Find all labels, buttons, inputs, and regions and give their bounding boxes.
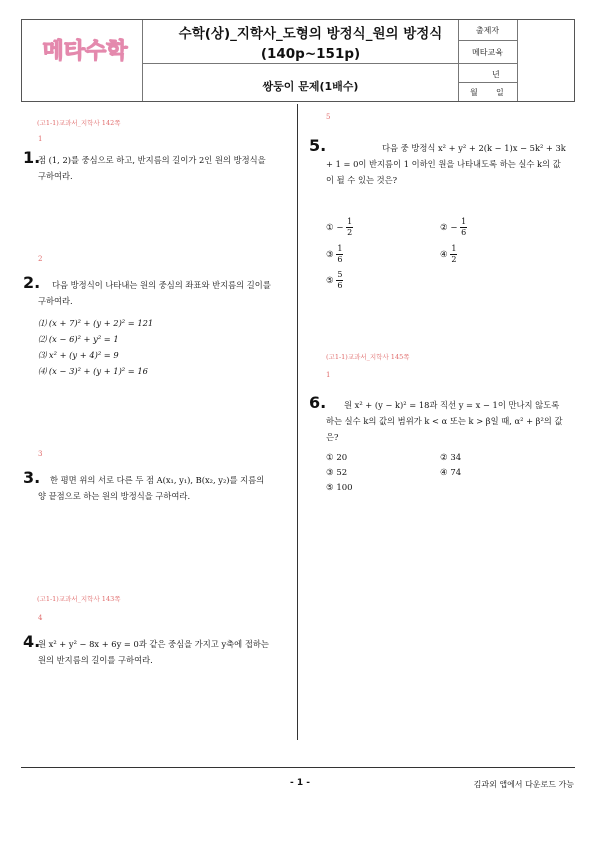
answer-option[interactable]: ② 34 bbox=[440, 453, 462, 463]
header-divider bbox=[142, 20, 143, 101]
source-reference: (고1-1)교과서_지학사 142쪽 bbox=[37, 119, 121, 127]
download-note: 김과외 앱에서 다운로드 가능 bbox=[473, 780, 574, 789]
answer-option[interactable]: ③ $\frac{1}{6}$ bbox=[326, 244, 343, 264]
question-text: 원 x² + (y − k)² = 18과 직선 y = x − 1이 만나지 않도록 하는 실수 k의 값의 범위가 k < α 또는 k > β일 때, α² + β²의 값은? bbox=[326, 400, 563, 442]
header-box bbox=[21, 19, 575, 102]
answer-option[interactable]: ⑤ 100 bbox=[326, 483, 353, 493]
page-ref-number: 4 bbox=[38, 614, 43, 622]
svg-text:메타수학: 메타수학 bbox=[42, 39, 128, 64]
answer-option[interactable]: ⑤ $\frac{5}{6}$ bbox=[326, 270, 343, 290]
year-label: 년 bbox=[492, 70, 500, 79]
sub-item: ⑵ (x − 6)² + y² = 1 bbox=[38, 334, 119, 344]
author-label: 출제자 bbox=[475, 26, 500, 35]
question-number: 1. bbox=[23, 148, 41, 167]
question-text: 한 평면 위의 서로 다른 두 점 A(x₁, y₁), B(x₂, y₂)를 지름의 양 끝점으로 하는 원의 방정식을 구하여라. bbox=[38, 475, 265, 501]
question-number: 6. bbox=[309, 393, 327, 412]
sub-item: ⑷ (x − 3)² + (y + 1)² = 16 bbox=[38, 366, 148, 376]
question-text: 다음 방정식이 나타내는 원의 중심의 좌표와 반지름의 길이를 구하여라. bbox=[38, 280, 271, 306]
document-subtitle: 쌍둥이 문제(1배수) bbox=[262, 80, 359, 93]
page-ref-number: 1 bbox=[38, 135, 43, 143]
question-number: 4. bbox=[23, 632, 41, 651]
answer-option[interactable]: ① − $\frac{1}{2}$ bbox=[326, 217, 353, 237]
question-number: 2. bbox=[23, 273, 41, 292]
author-value: 메타교육 bbox=[472, 48, 503, 57]
month-label: 월 bbox=[470, 88, 478, 97]
question-number: 5. bbox=[309, 136, 327, 155]
source-reference: (고1-1)교과서_지학사 143쪽 bbox=[37, 595, 121, 603]
question-text: 원 x² + y² − 8x + 6y = 0과 같은 중심을 가지고 y축에 접하는 원의 반지름의 길이를 구하여라. bbox=[38, 639, 269, 665]
question-text: 다음 중 방정식 x² + y² + 2(k − 1)x − 5k² + 3k + 1 = 0이 반지름이 1 이하인 원을 나타내도록 하는 실수 k의 값이 될 수 있는 것은? bbox=[326, 143, 566, 185]
page-ref-number: 3 bbox=[38, 450, 43, 458]
question-text: 점 (1, 2)를 중심으로 하고, 반지름의 길이가 2인 원의 방정식을 구하여라. bbox=[38, 155, 266, 181]
answer-option[interactable]: ③ 52 bbox=[326, 468, 348, 478]
header-divider bbox=[517, 20, 518, 101]
footer-divider bbox=[21, 767, 575, 768]
sub-item: ⑶ x² + (y + 4)² = 9 bbox=[38, 350, 119, 360]
page-ref-number: 5 bbox=[326, 113, 331, 121]
answer-option[interactable]: ① 20 bbox=[326, 453, 348, 463]
page-number: - 1 - bbox=[290, 778, 310, 788]
day-label: 일 bbox=[496, 88, 504, 97]
question-number: 3. bbox=[23, 468, 41, 487]
answer-option[interactable]: ④ 74 bbox=[440, 468, 462, 478]
source-reference: (고1-1)교과서_지학사 145쪽 bbox=[326, 353, 410, 361]
sub-item: ⑴ (x + 7)² + (y + 2)² = 121 bbox=[38, 318, 154, 328]
page-ref-number: 2 bbox=[38, 255, 43, 263]
answer-option[interactable]: ② − $\frac{1}{6}$ bbox=[440, 217, 467, 237]
column-divider bbox=[297, 104, 298, 740]
meta-math-logo bbox=[30, 32, 140, 66]
page-ref-number: 1 bbox=[326, 371, 331, 379]
answer-option[interactable]: ④ $\frac{1}{2}$ bbox=[440, 244, 457, 264]
document-title: 수학(상)_지학사_도형의 방정식_원의 방정식 (140p~151p) bbox=[178, 26, 443, 62]
